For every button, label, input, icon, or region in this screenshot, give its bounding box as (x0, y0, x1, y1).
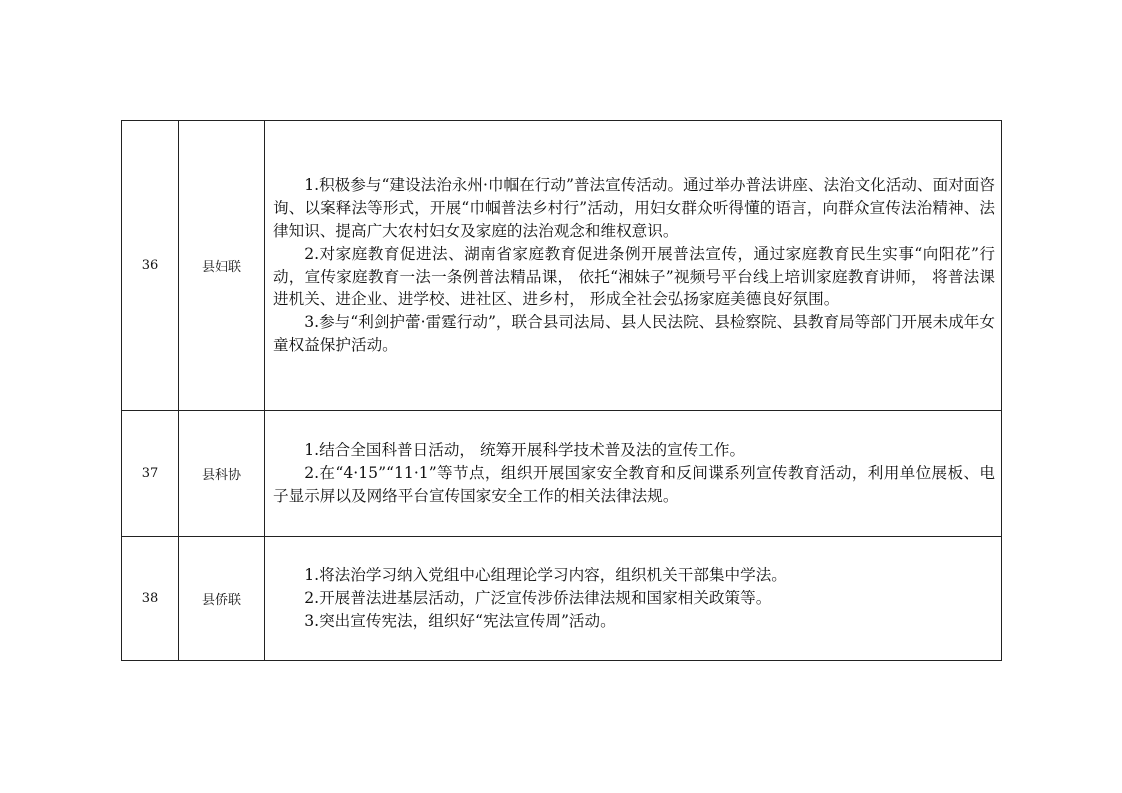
organization-name: 县妇联 (179, 121, 265, 411)
table-row (122, 121, 1002, 411)
task-item: 2.在“4·15”“11·1”等节点，组织开展国家安全教育和反间谍系列宣传教育活动，利用单位展板、电子显示屏以及网络平台宣传国家安全工作的相关法律法规。 (273, 464, 995, 505)
task-item: 2.开展普法进基层活动，广泛宣传涉侨法律法规和国家相关政策等。 (304, 589, 772, 608)
task-description (265, 411, 1002, 537)
row-number: 37 (122, 411, 179, 537)
task-item: 1.将法治学习纳入党组中心组理论学习内容，组织机关干部集中学法。 (304, 566, 787, 585)
task-item: 1.积极参与“建设法治永州·巾帼在行动”普法宣传活动。通过举办普法讲座、法治文化活动、面对面咨询、以案释法等形式，开展“巾帼普法乡村行”活动，用妇女群众听得懂的语言，向群众宣传法治精神、法律知识、提高广大农村妇女及家庭的法治观念和维权意识。 (273, 176, 995, 240)
task-description (265, 121, 1002, 411)
table-row (122, 411, 1002, 537)
table-row (122, 537, 1002, 661)
work-plan-table (121, 120, 1002, 661)
organization-name: 县科协 (179, 411, 265, 537)
task-item: 1.结合全国科普日活动， 统筹开展科学技术普及法的宣传工作。 (304, 441, 746, 460)
task-description (265, 537, 1002, 661)
row-number: 38 (122, 537, 179, 661)
task-item: 3.突出宣传宪法，组织好“宪法宣传周”活动。 (304, 611, 616, 630)
row-number: 36 (122, 121, 179, 411)
task-item: 3.参与“利剑护蕾·雷霆行动”，联合县司法局、县人民法院、县检察院、县教育局等部门开展未成年女童权益保护活动。 (273, 313, 995, 354)
task-item: 2.对家庭教育促进法、湖南省家庭教育促进条例开展普法宣传，通过家庭教育民生实事“向阳花”行动，宣传家庭教育一法一条例普法精品课， 依托“湘妹子”视频号平台线上培训家庭教育讲师， 将普法课进机关、进企业、进学校、进社区、进乡村， 形成全社会弘扬家庭美德良好氛围。 (273, 244, 995, 309)
organization-name: 县侨联 (179, 537, 265, 661)
